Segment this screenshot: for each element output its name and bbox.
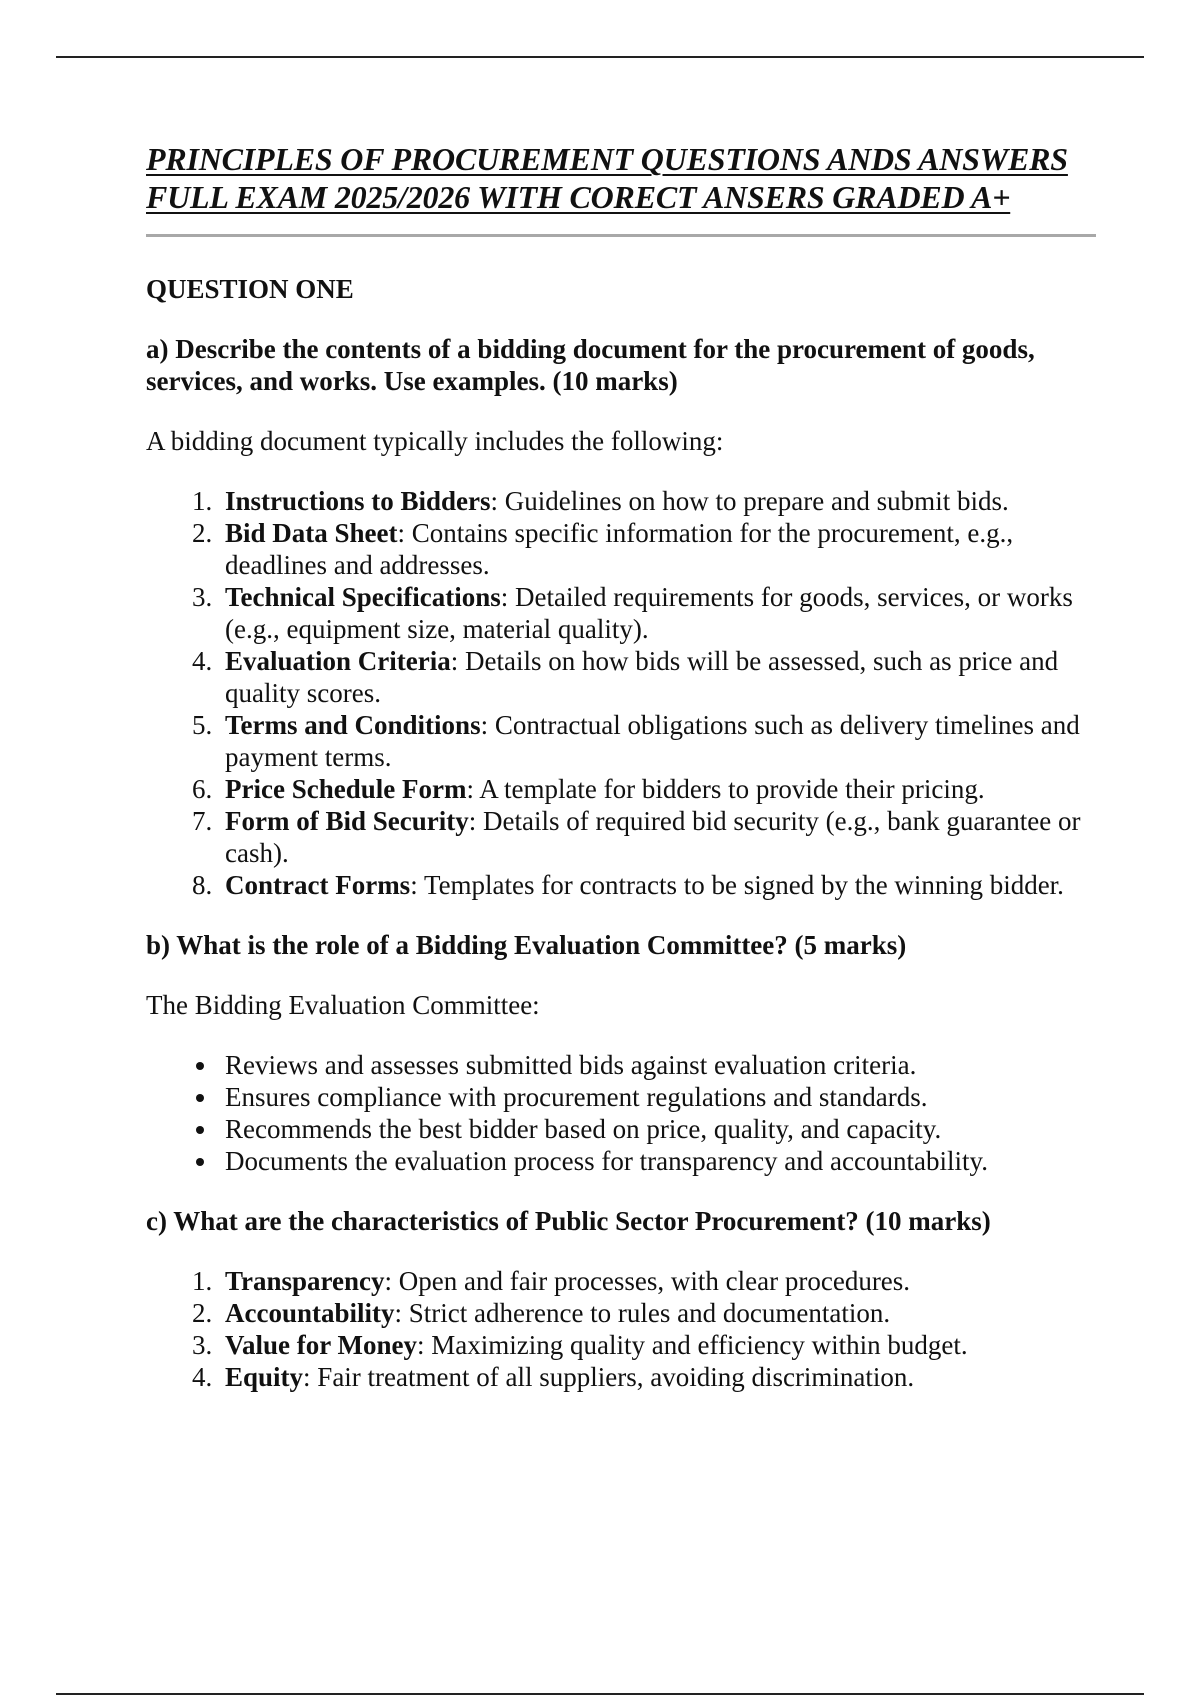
item-term: Contract Forms [225,870,411,900]
list-item [219,1361,1096,1393]
list-item [219,869,1096,901]
document-title [146,140,1096,216]
list-item [219,1329,1096,1361]
part-a-intro: A bidding document typically includes the following: [146,426,724,456]
part-b-question: b) What is the role of a Bidding Evaluation Committee? (5 marks) [146,930,907,960]
part-c-question: c) What are the characteristics of Public Sector Procurement? (10 marks) [146,1206,991,1236]
list-item [219,581,1096,645]
title-line-2: FULL EXAM 2025/2026 WITH CORECT ANSERS GRADED A+ [146,179,1011,215]
item-term: Form of Bid Security [225,806,469,836]
list-item [219,773,1096,805]
part-a-list [146,485,1096,901]
part-c-list [146,1265,1096,1393]
list-item: • Ensures compliance with procurement regulations and standards. [219,1081,1096,1113]
item-desc: : Fair treatment of all suppliers, avoiding discrimination. [303,1362,915,1392]
item-desc: : Details of required bid security (e.g., bank guarantee or cash). [225,806,1081,868]
list-item: • Reviews and assesses submitted bids against evaluation criteria. [219,1049,1096,1081]
list-item [219,485,1096,517]
list-item [219,709,1096,773]
list-item [219,805,1096,869]
list-item: • Recommends the best bidder based on price, quality, and capacity. [219,1113,1096,1145]
item-desc: : Contractual obligations such as delivery timelines and payment terms. [225,710,1080,772]
list-item [219,1297,1096,1329]
item-term: Technical Specifications [225,582,501,612]
title-line-1: PRINCIPLES OF PROCUREMENT QUESTIONS ANDS ANSWERS [146,141,1068,177]
item-desc: : Details on how bids will be assessed, such as price and quality scores. [225,646,1059,708]
part-b-intro: The Bidding Evaluation Committee: [146,990,540,1020]
part-a-question: a) Describe the contents of a bidding document for the procurement of goods, services, and works. Use examples. (10 marks) [146,334,1035,396]
item-term: Transparency [225,1266,385,1296]
item-term: Equity [225,1362,304,1392]
item-desc: : Templates for contracts to be signed by the winning bidder. [410,870,1064,900]
list-item [219,645,1096,709]
part-b-list [146,1049,1096,1177]
item-desc: : Open and fair processes, with clear procedures. [384,1266,911,1296]
item-desc: : Guidelines on how to prepare and submit bids. [490,486,1009,516]
item-term: Bid Data Sheet [225,518,398,548]
item-desc: : Detailed requirements for goods, services, or works (e.g., equipment size, material quality). [225,582,1073,644]
document-page [146,140,1096,1393]
item-term: Evaluation Criteria [225,646,451,676]
list-item [219,1265,1096,1297]
question-one-heading: QUESTION ONE [146,274,354,304]
list-item: • Documents the evaluation process for transparency and accountability. [219,1145,1096,1177]
list-item [219,517,1096,581]
page-bottom-rule [56,1693,1144,1695]
title-divider [146,234,1096,237]
item-term: Price Schedule Form [225,774,467,804]
page-top-rule [56,56,1144,58]
item-term: Terms and Conditions [225,710,481,740]
item-term: Value for Money [225,1330,417,1360]
item-desc: : Contains specific information for the procurement, e.g., deadlines and addresses. [225,518,1014,580]
item-desc: : A template for bidders to provide their pricing. [466,774,985,804]
item-term: Accountability [225,1298,395,1328]
item-term: Instructions to Bidders [225,486,491,516]
item-desc: : Maximizing quality and efficiency within budget. [417,1330,968,1360]
item-desc: : Strict adherence to rules and documentation. [394,1298,891,1328]
